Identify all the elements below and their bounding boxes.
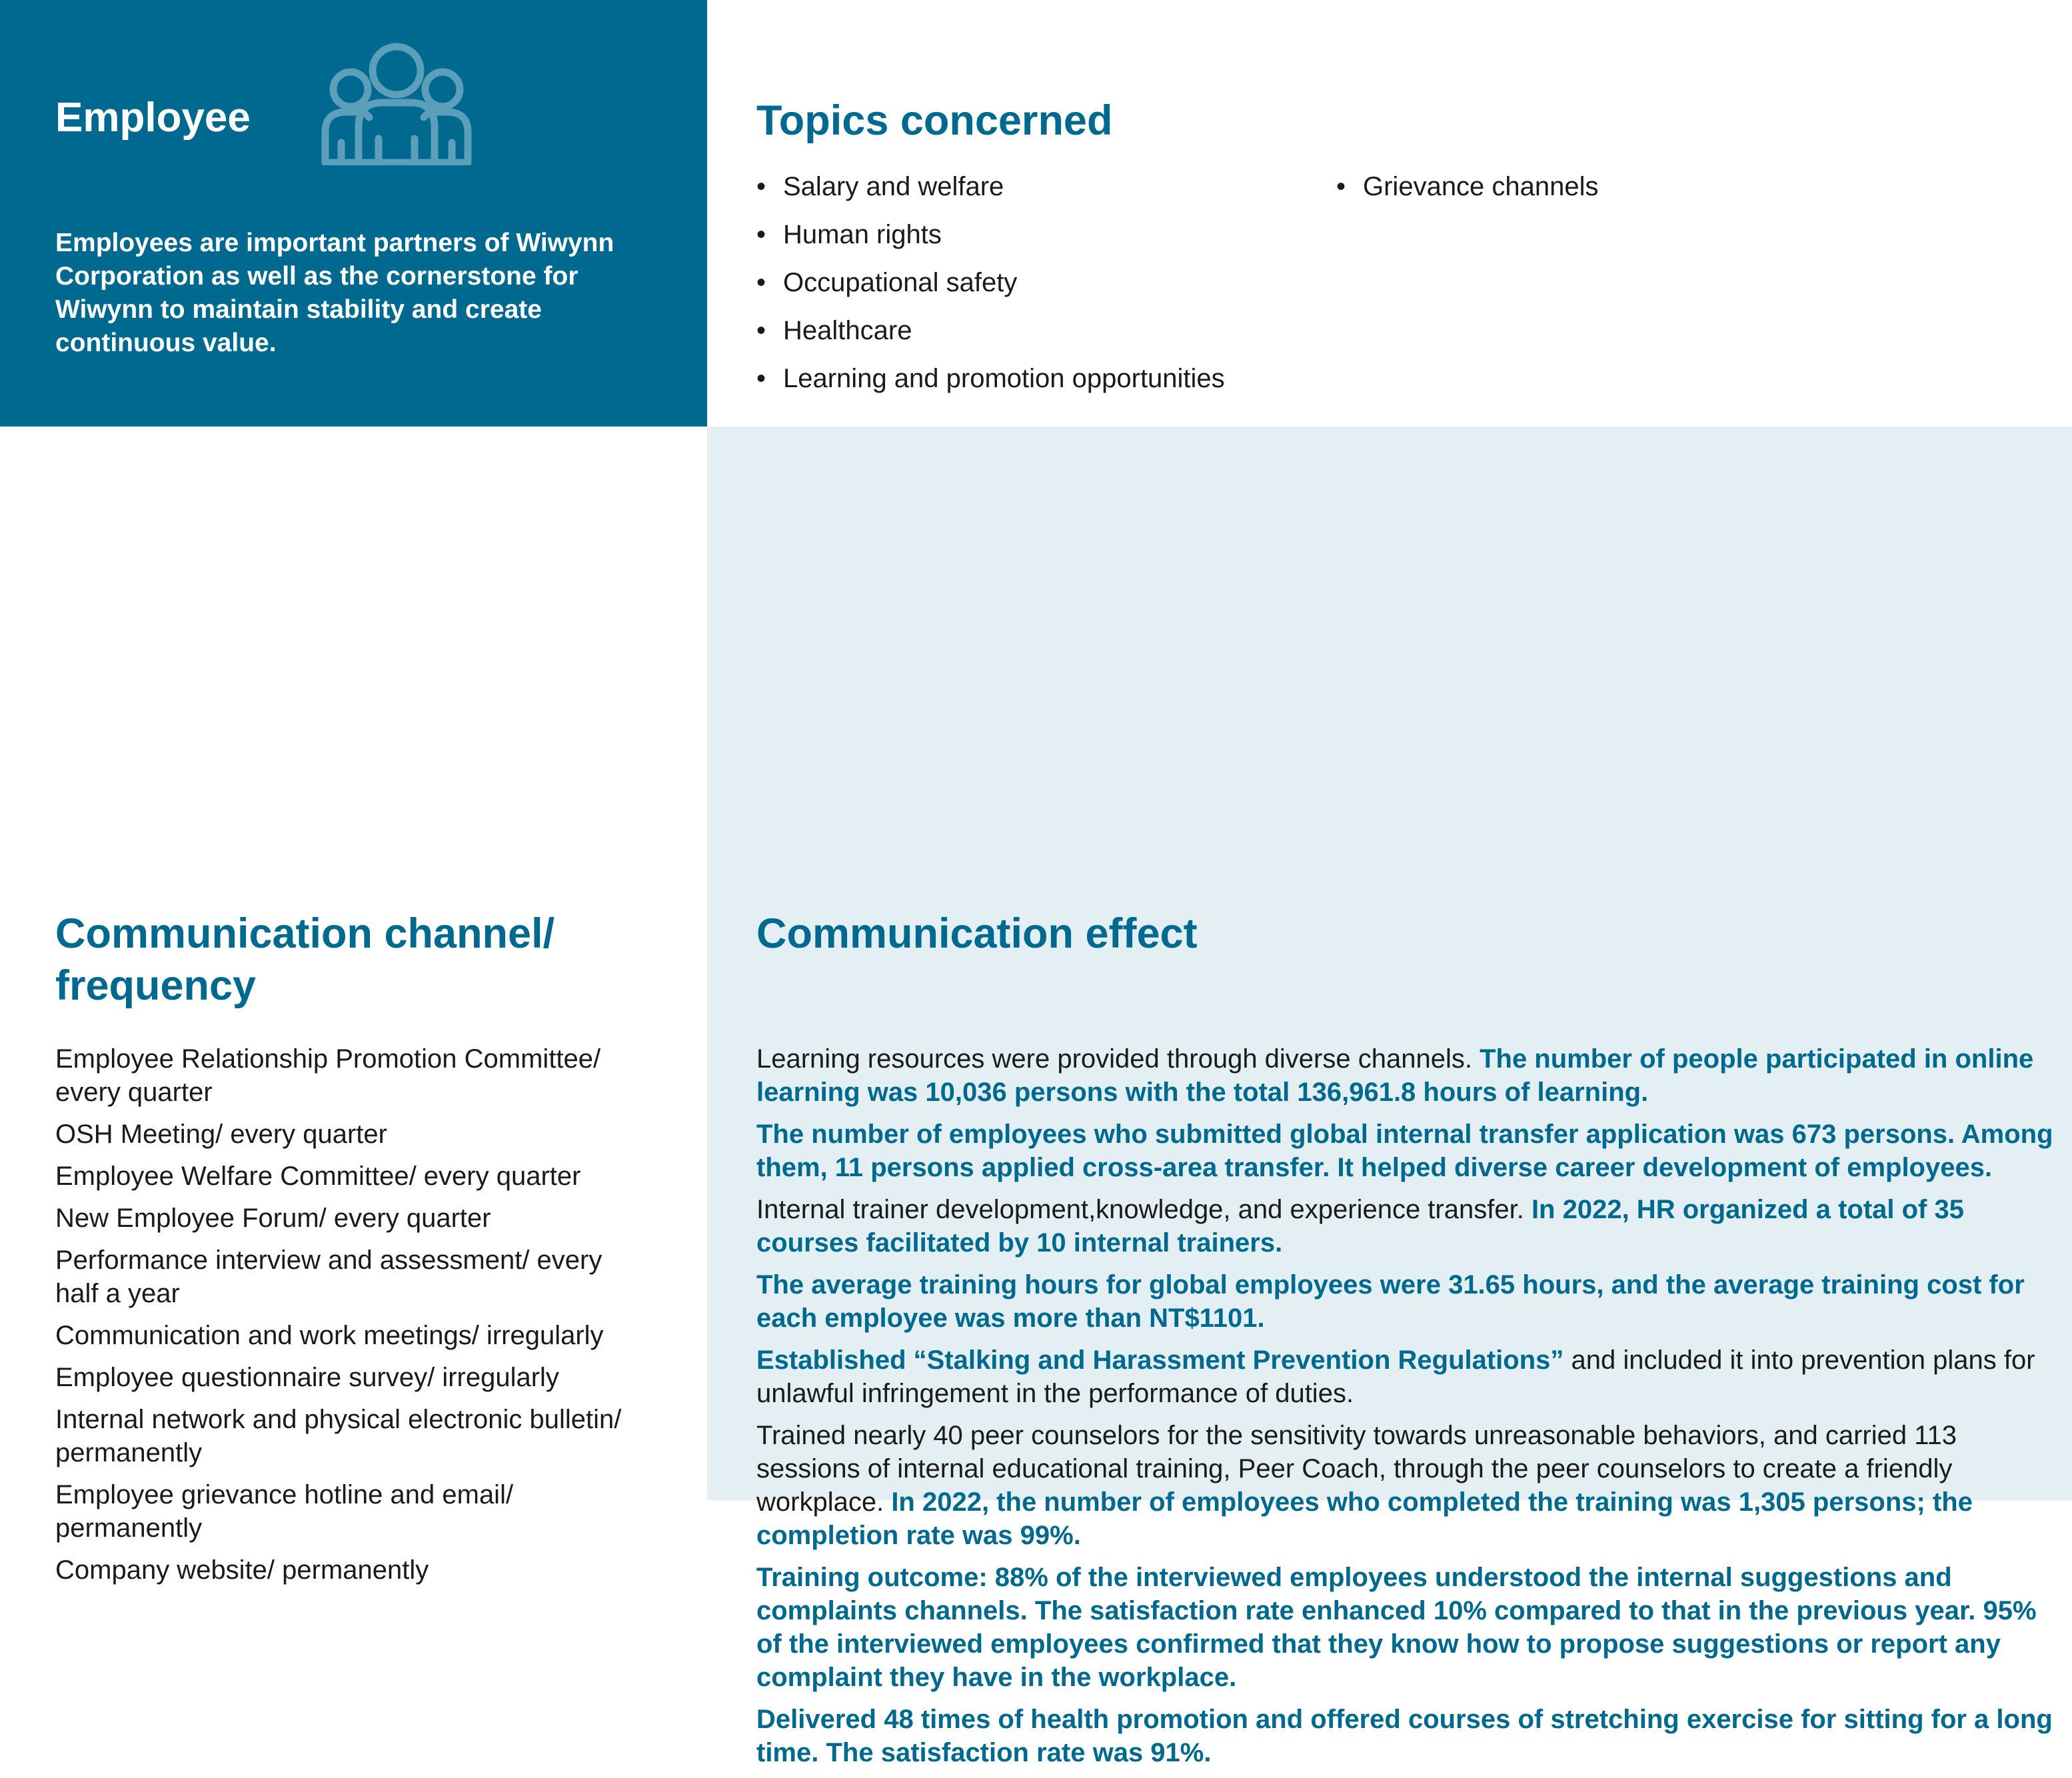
effect-highlight: The average training hours for global employees were 31.65 hours, and the average training cost for each employee was more than NT$1101. [756, 1270, 2025, 1333]
stakeholder-description: Employees are important partners of Wiwynn Corporation as well as the cornerstone for Wiwynn to maintain stability and create continuous value. [55, 229, 614, 357]
effect-highlight: Established “Stalking and Harassment Prevention Regulations” [756, 1345, 1564, 1375]
bullet-icon: • [1336, 172, 1346, 201]
effect-highlight: In 2022, the number of employees who completed the training was 1,305 persons; the completion rate was 99%. [756, 1487, 1973, 1550]
topics-title: Topics concerned [756, 97, 1113, 144]
stakeholder-title: Employee [55, 95, 251, 141]
list-item: New Employee Forum/ every quarter [55, 1204, 491, 1233]
list-item: Communication and work meetings/ irregularly [55, 1321, 604, 1350]
bullet-icon: • [756, 364, 766, 393]
bullet-icon: • [756, 316, 766, 345]
list-item: Performance interview and assessment/ every half a year [55, 1246, 602, 1308]
effect-text: Trained nearly 40 peer counselors for the sensitivity towards unreasonable behaviors, and carried 113 sessions of internal educational training, Peer Coach, through the peer counselors to create a friendly workplace. [756, 1421, 1957, 1517]
topics-panel [707, 0, 2072, 427]
effect-highlight: Delivered 48 times of health promotion and offered courses of stretching exercise for sitting for a long time. The satisfaction rate was 91%. [756, 1705, 2053, 1767]
channels-panel [0, 427, 707, 1585]
list-item: • Grievance channels [1336, 163, 1599, 211]
list-item: • Healthcare [756, 307, 1225, 355]
effect-highlight: The number of people participated in online learning was 10,036 persons with the total 136,961.8 hours of learning. [756, 1044, 2034, 1107]
list-item [756, 1703, 2056, 1769]
list-item: Employee Welfare Committee/ every quarter [55, 1162, 581, 1191]
list-item [756, 1118, 2056, 1184]
channels-list [55, 1042, 628, 1595]
effect-highlight: Training outcome: 88% of the interviewed employees understood the internal suggestions and complaints channels. The satisfaction rate enhanced 10% compared to that in the previous year. 95% of the interviewed employees confirmed that they know how to propose suggestions or report any complaint they have in the workplace. [756, 1563, 2037, 1692]
effect-panel [707, 427, 2072, 1767]
effect-highlight: In 2022, HR organized a total of 35 courses facilitated by 10 internal trainers. [756, 1195, 1964, 1258]
bullet-icon: • [756, 220, 766, 249]
list-item: • Occupational safety [756, 259, 1225, 307]
effect-text: Learning resources were provided through diverse channels. [756, 1044, 1480, 1074]
topics-list-column-2 [1336, 163, 1599, 211]
list-item [756, 1268, 2056, 1335]
stakeholder-panel [0, 0, 707, 427]
list-item: Employee questionnaire survey/ irregularly [55, 1363, 559, 1392]
list-item: • Human rights [756, 211, 1225, 259]
channels-title: Communication channel/ frequency [55, 910, 555, 1009]
bullet-icon: • [756, 172, 766, 201]
effect-text: Internal trainer development,knowledge, and experience transfer. [756, 1195, 1532, 1224]
effect-text: and included it into prevention plans for unlawful infringement in the performance of duties. [756, 1345, 2035, 1408]
list-item [756, 1561, 2056, 1694]
list-item: Employee grievance hotline and email/ permanently [55, 1480, 514, 1543]
list-item: • Salary and welfare [756, 163, 1225, 211]
list-item: Employee Relationship Promotion Committee/ every quarter [55, 1044, 601, 1107]
list-item [756, 1042, 2056, 1109]
list-item: Company website/ permanently [55, 1555, 429, 1585]
bullet-icon: • [756, 268, 766, 297]
group-of-people-icon [319, 39, 475, 165]
list-item: OSH Meeting/ every quarter [55, 1120, 387, 1149]
effect-title: Communication effect [756, 910, 1198, 957]
topics-list-column-1 [756, 163, 1225, 403]
list-item [756, 1193, 2056, 1260]
list-item: Internal network and physical electronic bulletin/ permanently [55, 1405, 622, 1467]
list-item: • Learning and promotion opportunities [756, 355, 1225, 403]
list-item [756, 1419, 2056, 1552]
list-item [756, 1343, 2056, 1410]
effect-list [756, 1042, 2056, 1778]
effect-highlight: The number of employees who submitted global internal transfer application was 673 persons. Among them, 11 persons applied cross-area transfer. It helped diverse career development of employees. [756, 1120, 2053, 1182]
